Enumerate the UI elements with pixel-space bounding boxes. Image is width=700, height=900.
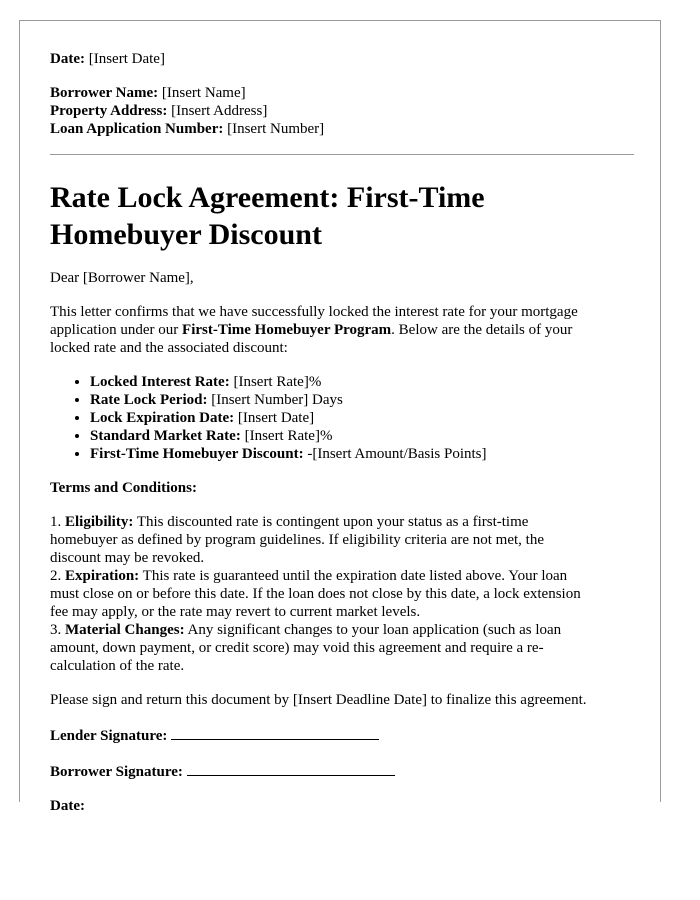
closing-text: Please sign and return this document by [Insert Deadline Date] to finalize this agreement. bbox=[50, 692, 587, 708]
terms-heading bbox=[50, 479, 634, 497]
borrower-signature-line bbox=[50, 761, 634, 781]
term-2-line-2: must close on or before this date. If the loan does not close by this date, a lock extension bbox=[50, 586, 581, 602]
lender-signature-field[interactable] bbox=[171, 725, 379, 740]
intro-line-2 bbox=[50, 321, 634, 339]
date-signature-line bbox=[50, 797, 634, 815]
program-name: First-Time Homebuyer Program bbox=[182, 322, 392, 338]
term-number: 1. bbox=[50, 514, 62, 530]
list-item bbox=[90, 445, 634, 463]
term-number: 2. bbox=[50, 568, 62, 584]
loan-value: [Insert Number] bbox=[227, 121, 325, 137]
intro-line-3: locked rate and the associated discount: bbox=[50, 340, 288, 356]
greeting bbox=[50, 269, 634, 287]
loan-line bbox=[50, 120, 634, 138]
lender-signature-line bbox=[50, 725, 634, 745]
date-signature bbox=[50, 797, 634, 815]
list-item bbox=[90, 391, 634, 409]
term-2-line-3: fee may apply, or the rate may revert to current market levels. bbox=[50, 604, 421, 620]
closing-paragraph bbox=[50, 691, 634, 709]
term-label: Eligibility: bbox=[65, 514, 134, 530]
borrower-signature-field[interactable] bbox=[187, 761, 395, 776]
header-info bbox=[50, 50, 634, 138]
detail-value: -[Insert Amount/Basis Points] bbox=[307, 446, 487, 462]
page-title bbox=[50, 179, 634, 253]
terms-list bbox=[50, 513, 634, 675]
detail-label: Rate Lock Period: bbox=[90, 392, 208, 408]
loan-label: Loan Application Number: bbox=[50, 121, 224, 137]
greeting-text: Dear [Borrower Name], bbox=[50, 270, 194, 286]
intro-line-1: This letter confirms that we have successfully locked the interest rate for your mortgage bbox=[50, 304, 578, 320]
list-item bbox=[90, 409, 634, 427]
detail-label: Lock Expiration Date: bbox=[90, 410, 235, 426]
term-2-line-1 bbox=[50, 567, 634, 585]
detail-value: [Insert Rate]% bbox=[244, 428, 333, 444]
lender-signature bbox=[50, 725, 634, 745]
detail-value: [Insert Rate]% bbox=[233, 374, 322, 390]
borrower-label: Borrower Name: bbox=[50, 85, 159, 101]
term-number: 3. bbox=[50, 622, 62, 638]
term-text: Any significant changes to your loan application (such as loan bbox=[187, 622, 562, 638]
term-1-line-2: homebuyer as defined by program guidelines. If eligibility criteria are not met, the bbox=[50, 532, 545, 548]
document-content bbox=[50, 50, 634, 815]
divider bbox=[50, 154, 634, 155]
detail-label: First-Time Homebuyer Discount: bbox=[90, 446, 304, 462]
term-label: Material Changes: bbox=[65, 622, 185, 638]
list-item bbox=[90, 373, 634, 391]
detail-label: Standard Market Rate: bbox=[90, 428, 241, 444]
borrower-signature-label: Borrower Signature: bbox=[50, 764, 183, 780]
borrower-signature bbox=[50, 761, 634, 781]
intro-paragraph bbox=[50, 303, 634, 357]
document-page bbox=[19, 20, 661, 814]
details-list bbox=[50, 373, 634, 463]
term-text: This discounted rate is contingent upon your status as a first-time bbox=[136, 514, 529, 530]
term-label: Expiration: bbox=[65, 568, 140, 584]
property-line bbox=[50, 102, 634, 120]
term-3-line-1 bbox=[50, 621, 634, 639]
term-text: This rate is guaranteed until the expiration date listed above. Your loan bbox=[142, 568, 568, 584]
date-value: [Insert Date] bbox=[88, 51, 165, 67]
term-3-line-2: amount, down payment, or credit score) may void this agreement and require a re- bbox=[50, 640, 544, 656]
property-value: [Insert Address] bbox=[171, 103, 268, 119]
intro-line-2-post: . Below are the details of your bbox=[391, 322, 573, 338]
date-line bbox=[50, 50, 634, 68]
date-label: Date: bbox=[50, 51, 85, 67]
term-1-line-1 bbox=[50, 513, 634, 531]
list-item bbox=[90, 427, 634, 445]
term-3-line-3: calculation of the rate. bbox=[50, 658, 185, 674]
detail-value: [Insert Date] bbox=[237, 410, 315, 426]
intro-line-2-pre: application under our bbox=[50, 322, 183, 338]
lender-signature-label: Lender Signature: bbox=[50, 728, 168, 744]
title-line-2: Homebuyer Discount bbox=[50, 218, 322, 251]
title-line-1: Rate Lock Agreement: First-Time bbox=[50, 181, 485, 214]
detail-label: Locked Interest Rate: bbox=[90, 374, 230, 390]
borrower-value: [Insert Name] bbox=[161, 85, 246, 101]
date-signature-label: Date: bbox=[50, 798, 85, 814]
term-1-line-3: discount may be revoked. bbox=[50, 550, 205, 566]
detail-value: [Insert Number] Days bbox=[211, 392, 343, 408]
property-label: Property Address: bbox=[50, 103, 168, 119]
terms-heading-text: Terms and Conditions: bbox=[50, 480, 197, 496]
borrower-line bbox=[50, 84, 634, 102]
